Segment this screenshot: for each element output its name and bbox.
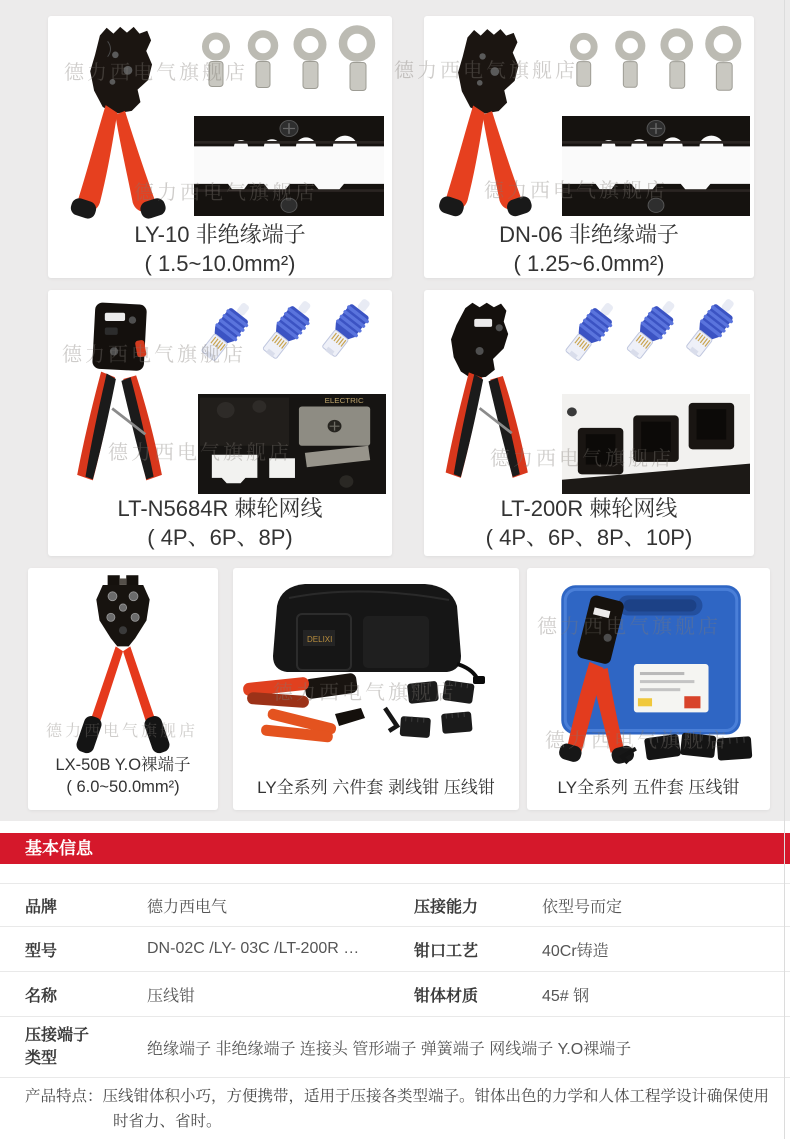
rj45-connectors-icon — [198, 302, 386, 390]
product-card-ly10 — [48, 16, 392, 278]
table-row-terminal-types — [0, 1016, 790, 1078]
product-card-five-piece-set — [527, 568, 770, 810]
tool-case-set-icon — [531, 572, 765, 768]
product-caption — [527, 773, 770, 798]
watermark: 德力西电气旗舰店 — [64, 62, 248, 84]
network-crimper-icon — [56, 298, 196, 496]
watermark: 德力西电气旗舰店 — [134, 182, 318, 204]
table-row — [0, 971, 790, 1016]
cable-lug-crimper-icon — [28, 572, 218, 754]
product-card-lt200r — [424, 290, 754, 556]
table-row — [0, 883, 790, 926]
product-caption — [233, 773, 519, 798]
features-label: 产品特点： — [25, 1088, 103, 1105]
product-caption — [48, 220, 392, 278]
product-name: LT-N5684R 棘轮网线 — [117, 496, 323, 521]
rj45-connectors-icon — [562, 302, 750, 390]
product-card-six-piece-set — [233, 568, 519, 810]
product-features-text — [25, 1084, 773, 1134]
spec-label-capacity: 压接能力 — [414, 898, 479, 916]
product-card-lx50b — [28, 568, 218, 810]
product-spec: ( 6.0~50.0mm²) — [66, 778, 180, 796]
watermark: 德力西电气旗舰店 — [46, 723, 199, 740]
spec-table — [0, 883, 790, 1078]
section-title: 基本信息 — [25, 839, 93, 858]
watermark: 德力西电气旗舰店 — [490, 448, 674, 470]
spec-label-jaw-process: 钳口工艺 — [414, 942, 479, 960]
product-caption — [424, 220, 754, 278]
watermark: 德力西电气旗舰店 — [273, 682, 457, 704]
product-name: LT-200R 棘轮网线 — [500, 496, 678, 521]
spec-value-name: 压线钳 — [147, 987, 196, 1005]
crimper-pliers-icon — [56, 22, 194, 220]
crimp-die-icon — [562, 116, 750, 216]
spec-value-body-material: 45# 钢 — [542, 987, 590, 1005]
product-card-ltn5684r — [48, 290, 392, 556]
product-spec: ( 4P、6P、8P) — [147, 525, 293, 550]
product-spec: ( 4P、6P、8P、10P) — [485, 525, 693, 550]
product-caption — [48, 494, 392, 552]
ring-terminals-icon — [562, 26, 750, 112]
product-name: DN-06 非绝缘端子 — [499, 222, 679, 247]
product-name: LY全系列 五件套 压线钳 — [557, 778, 740, 797]
page-right-divider — [784, 0, 785, 1139]
product-caption — [28, 754, 218, 798]
network-crimper-icon — [426, 298, 560, 496]
spec-label-brand: 品牌 — [25, 898, 58, 916]
spec-label-name: 名称 — [25, 987, 58, 1005]
spec-label-model: 型号 — [25, 942, 58, 960]
product-spec: ( 1.25~6.0mm²) — [513, 251, 665, 276]
crimp-die-icon — [194, 116, 384, 216]
watermark: 德力西电气旗舰店 — [537, 616, 721, 638]
section-header-basic-info — [0, 833, 790, 864]
product-name: LX-50B Y.O裸端子 — [55, 756, 191, 774]
spec-value-terminal-types: 绝缘端子 非绝缘端子 连接头 管形端子 弹簧端子 网线端子 Y.O裸端子 — [147, 1040, 632, 1058]
bag-brand-text: DELIXI — [307, 635, 333, 644]
watermark: 德力西电气旗舰店 — [108, 442, 292, 464]
watermark: 德力西电气旗舰店 — [484, 180, 668, 202]
rj45-die-icon — [562, 394, 750, 494]
crimper-pliers-icon — [426, 22, 558, 220]
spec-label-terminal-types: 压接端子 类型 — [25, 1027, 90, 1067]
watermark: 德力西电气旗舰店 — [545, 730, 729, 752]
product-spec: ( 1.5~10.0mm²) — [144, 251, 296, 276]
tool-bag-set-icon — [239, 574, 511, 766]
spec-value-capacity: 依型号而定 — [542, 898, 623, 916]
spec-value-model: DN-02C /LY- 03C /LT-200R … — [147, 940, 360, 957]
product-caption — [424, 494, 754, 552]
ring-terminals-icon — [194, 26, 384, 112]
table-row — [0, 926, 790, 971]
die-brand-text: ELECTRIC — [324, 396, 364, 405]
spec-label-body-material: 钳体材质 — [414, 987, 479, 1005]
spec-value-jaw-process: 40Cr铸造 — [542, 942, 609, 960]
features-body: 压线钳体积小巧，方便携带，适用于压接各类型端子。钳体出色的力学和人体工程学设计确保使用时省力、省时。 — [102, 1088, 770, 1130]
watermark: 德力西电气旗舰店 — [62, 344, 246, 366]
wire-die-icon — [198, 394, 386, 494]
watermark: 德力西电气旗舰店 — [394, 60, 578, 82]
product-name: LY-10 非绝缘端子 — [134, 222, 306, 247]
product-name: LY全系列 六件套 剥线钳 压线钳 — [257, 778, 495, 797]
spec-value-brand: 德力西电气 — [147, 898, 228, 916]
product-card-dn06 — [394, 16, 754, 278]
